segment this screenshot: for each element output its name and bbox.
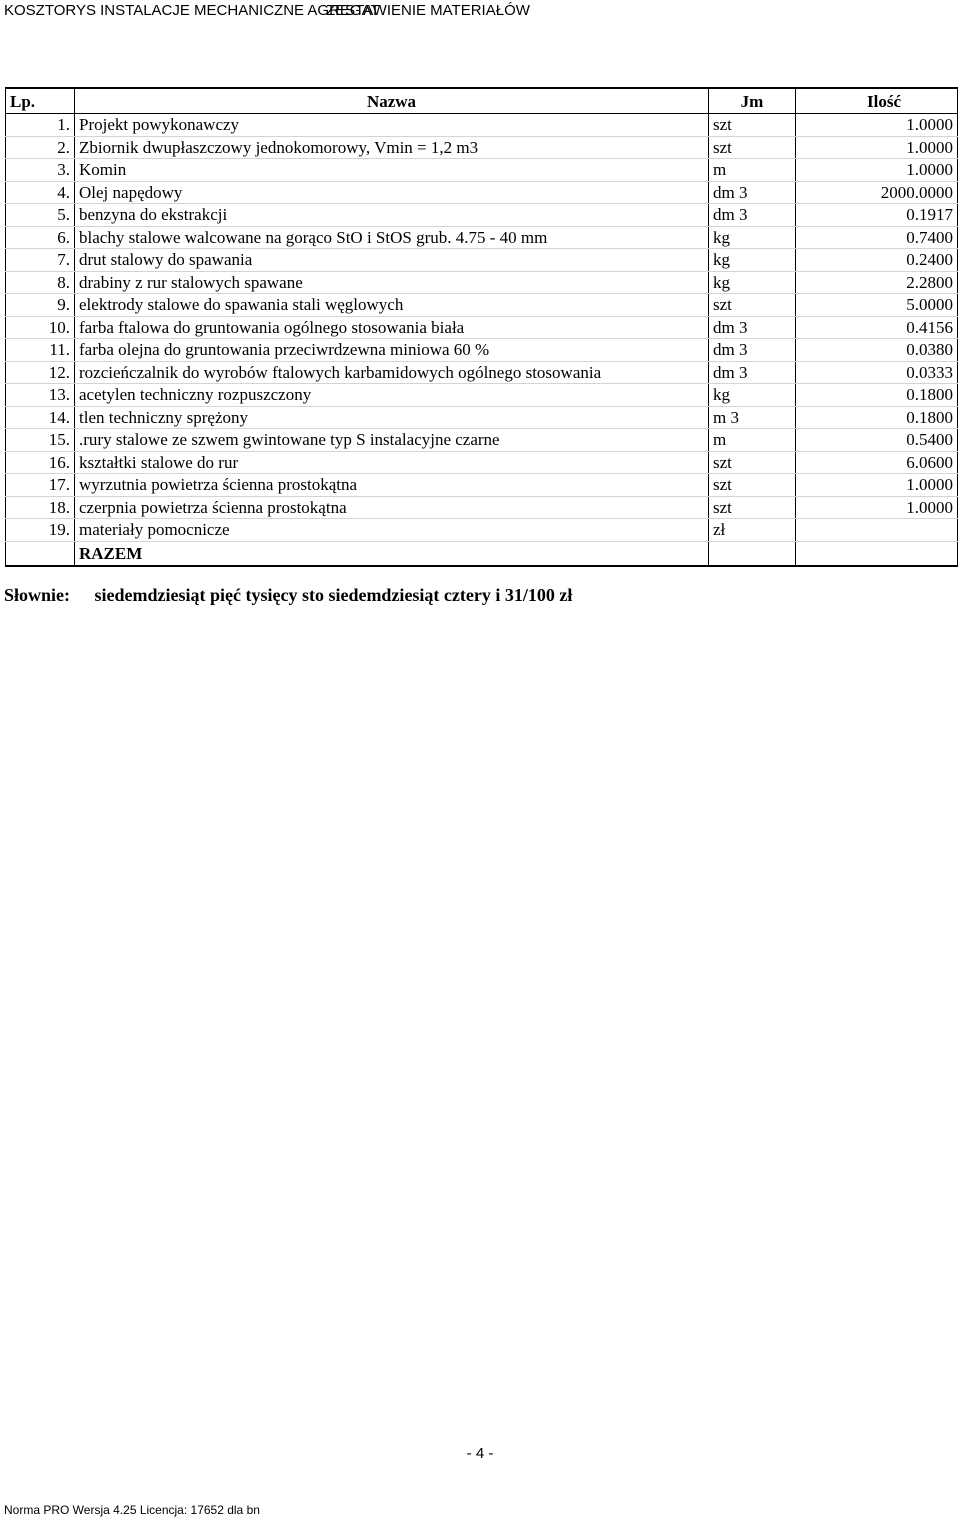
column-header-nazwa: Nazwa bbox=[75, 88, 709, 114]
row-qty: 2000.0000 bbox=[796, 181, 958, 204]
row-name: czerpnia powietrza ścienna prostokątna bbox=[75, 496, 709, 519]
row-qty: 0.1800 bbox=[796, 406, 958, 429]
row-jm: dm 3 bbox=[709, 316, 796, 339]
row-jm: dm 3 bbox=[709, 181, 796, 204]
table-row bbox=[6, 159, 958, 182]
row-name: .rury stalowe ze szwem gwintowane typ S instalacyjne czarne bbox=[75, 429, 709, 452]
row-lp: 5. bbox=[6, 204, 75, 227]
table-row bbox=[6, 316, 958, 339]
row-lp: 3. bbox=[6, 159, 75, 182]
total-label: RAZEM bbox=[75, 541, 709, 566]
table-row bbox=[6, 451, 958, 474]
row-name: materiały pomocnicze bbox=[75, 519, 709, 542]
column-header-ilosc: Ilość bbox=[796, 88, 958, 114]
row-jm: szt bbox=[709, 496, 796, 519]
table-row bbox=[6, 474, 958, 497]
row-jm: zł bbox=[709, 519, 796, 542]
table-row bbox=[6, 339, 958, 362]
total-jm-cell bbox=[709, 541, 796, 566]
table-row bbox=[6, 271, 958, 294]
row-jm: kg bbox=[709, 271, 796, 294]
row-lp: 19. bbox=[6, 519, 75, 542]
row-lp: 18. bbox=[6, 496, 75, 519]
table-row bbox=[6, 519, 958, 542]
total-row bbox=[6, 541, 958, 566]
row-lp: 11. bbox=[6, 339, 75, 362]
table-row bbox=[6, 136, 958, 159]
table-row bbox=[6, 226, 958, 249]
row-name: Olej napędowy bbox=[75, 181, 709, 204]
row-jm: szt bbox=[709, 474, 796, 497]
row-name: tlen techniczny sprężony bbox=[75, 406, 709, 429]
row-qty: 1.0000 bbox=[796, 159, 958, 182]
row-qty: 0.1800 bbox=[796, 384, 958, 407]
row-qty: 0.5400 bbox=[796, 429, 958, 452]
row-name: acetylen techniczny rozpuszczony bbox=[75, 384, 709, 407]
row-name: wyrzutnia powietrza ścienna prostokątna bbox=[75, 474, 709, 497]
row-name: Zbiornik dwupłaszczowy jednokomorowy, Vmin = 1,2 m3 bbox=[75, 136, 709, 159]
row-jm: dm 3 bbox=[709, 361, 796, 384]
row-qty: 0.1917 bbox=[796, 204, 958, 227]
row-qty: 0.2400 bbox=[796, 249, 958, 272]
section-title: ZESTAWIENIE MATERIAŁÓW bbox=[326, 2, 530, 19]
table-row bbox=[6, 406, 958, 429]
row-qty: 0.4156 bbox=[796, 316, 958, 339]
table-row bbox=[6, 204, 958, 227]
row-name: drut stalowy do spawania bbox=[75, 249, 709, 272]
row-lp: 8. bbox=[6, 271, 75, 294]
row-lp: 13. bbox=[6, 384, 75, 407]
document-title: KOSZTORYS INSTALACJE MECHANICZNE AGREGAT bbox=[4, 2, 380, 19]
total-lp-cell bbox=[6, 541, 75, 566]
row-lp: 16. bbox=[6, 451, 75, 474]
row-jm: m 3 bbox=[709, 406, 796, 429]
row-lp: 14. bbox=[6, 406, 75, 429]
row-lp: 6. bbox=[6, 226, 75, 249]
row-name: Komin bbox=[75, 159, 709, 182]
row-lp: 1. bbox=[6, 114, 75, 137]
software-footer: Norma PRO Wersja 4.25 Licencja: 17652 dla bn bbox=[4, 1503, 260, 1517]
row-jm: dm 3 bbox=[709, 339, 796, 362]
row-jm: szt bbox=[709, 451, 796, 474]
row-name: benzyna do ekstrakcji bbox=[75, 204, 709, 227]
row-name: Projekt powykonawczy bbox=[75, 114, 709, 137]
column-header-jm: Jm bbox=[709, 88, 796, 114]
table-row bbox=[6, 181, 958, 204]
row-lp: 17. bbox=[6, 474, 75, 497]
row-name: blachy stalowe walcowane na gorąco StO i StOS grub. 4.75 - 40 mm bbox=[75, 226, 709, 249]
table-row bbox=[6, 496, 958, 519]
row-jm: kg bbox=[709, 384, 796, 407]
row-jm: kg bbox=[709, 249, 796, 272]
row-qty: 0.0380 bbox=[796, 339, 958, 362]
row-lp: 7. bbox=[6, 249, 75, 272]
column-header-lp: Lp. bbox=[6, 88, 75, 114]
amount-in-words-text: siedemdziesiąt pięć tysięcy sto siedemdziesiąt cztery i 31/100 zł bbox=[94, 585, 573, 605]
row-qty bbox=[796, 519, 958, 542]
table-row bbox=[6, 429, 958, 452]
row-name: kształtki stalowe do rur bbox=[75, 451, 709, 474]
row-name: elektrody stalowe do spawania stali węglowych bbox=[75, 294, 709, 317]
row-jm: m bbox=[709, 159, 796, 182]
row-jm: kg bbox=[709, 226, 796, 249]
table-row bbox=[6, 384, 958, 407]
row-qty: 0.7400 bbox=[796, 226, 958, 249]
table-row bbox=[6, 294, 958, 317]
total-qty-cell bbox=[796, 541, 958, 566]
row-lp: 2. bbox=[6, 136, 75, 159]
row-qty: 6.0600 bbox=[796, 451, 958, 474]
page-number: - 4 - bbox=[466, 1445, 494, 1462]
row-lp: 15. bbox=[6, 429, 75, 452]
row-qty: 1.0000 bbox=[796, 114, 958, 137]
row-name: farba ftalowa do gruntowania ogólnego stosowania biała bbox=[75, 316, 709, 339]
row-qty: 5.0000 bbox=[796, 294, 958, 317]
row-qty: 2.2800 bbox=[796, 271, 958, 294]
table-row bbox=[6, 249, 958, 272]
row-jm: dm 3 bbox=[709, 204, 796, 227]
row-qty: 1.0000 bbox=[796, 474, 958, 497]
row-jm: szt bbox=[709, 294, 796, 317]
table-row bbox=[6, 114, 958, 137]
materials-table bbox=[5, 87, 958, 567]
row-lp: 9. bbox=[6, 294, 75, 317]
amount-in-words-label: Słownie: bbox=[4, 585, 71, 605]
row-name: rozcieńczalnik do wyrobów ftalowych karbamidowych ogólnego stosowania bbox=[75, 361, 709, 384]
row-lp: 12. bbox=[6, 361, 75, 384]
row-qty: 1.0000 bbox=[796, 136, 958, 159]
amount-in-words bbox=[4, 585, 572, 606]
row-lp: 4. bbox=[6, 181, 75, 204]
row-name: drabiny z rur stalowych spawane bbox=[75, 271, 709, 294]
row-jm: szt bbox=[709, 136, 796, 159]
row-jm: m bbox=[709, 429, 796, 452]
table-row bbox=[6, 361, 958, 384]
row-jm: szt bbox=[709, 114, 796, 137]
row-lp: 10. bbox=[6, 316, 75, 339]
row-qty: 0.0333 bbox=[796, 361, 958, 384]
table-header-row bbox=[6, 88, 958, 114]
row-name: farba olejna do gruntowania przeciwrdzewna miniowa 60 % bbox=[75, 339, 709, 362]
row-qty: 1.0000 bbox=[796, 496, 958, 519]
